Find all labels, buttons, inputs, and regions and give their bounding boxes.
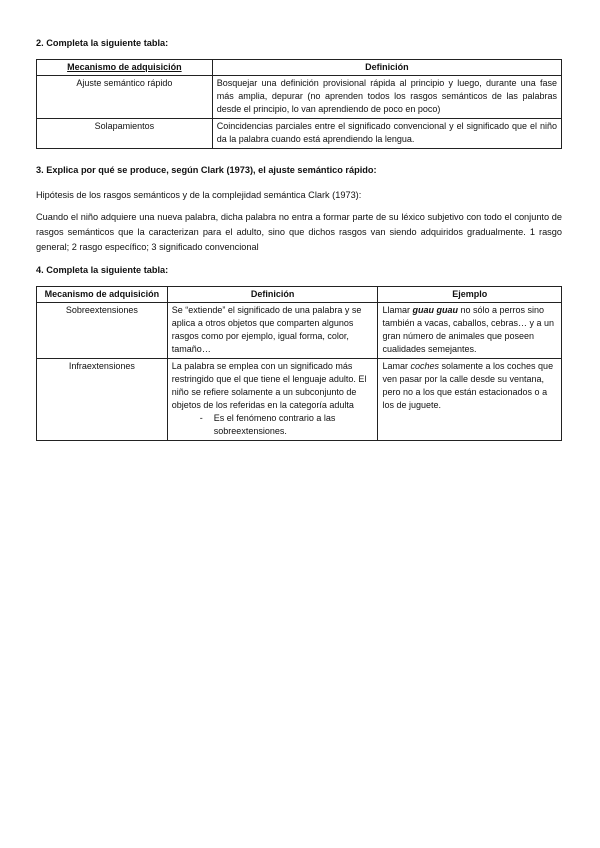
q4-header-definition: Definición	[167, 287, 378, 303]
q2-row1-definition: Bosquejar una definición provisional rápida al principio y luego, durante una fase más amplia, depurar (no aprenden todos los rasgos semánticos de las palabras desde el principio, lo van aprendiendo de poco en poco)	[212, 76, 561, 119]
q3-paragraph-1: Hipótesis de los rasgos semánticos y de la complejidad semántica Clark (1973):	[36, 190, 362, 200]
list-item: - Es el fenómeno contrario a las sobreextensiones.	[200, 412, 374, 438]
q3-heading: 3. Explica por qué se produce, según Clark (1973), el ajuste semántico rápido:	[36, 165, 377, 175]
q4-row2-definition: La palabra se emplea con un significado más restringido que el que tiene el lenguaje adulto. El niño se refiere solamente a un subconjunto de objetos de los referidas en la categoría adulta	[171, 361, 367, 410]
q2-row2-mechanism: Solapamientos	[37, 119, 213, 149]
q4-table	[36, 286, 562, 441]
q4-row2-example-emphasis: coches	[410, 361, 439, 371]
q3-paragraph-2: Cuando el niño adquiere una nueva palabra, dicha palabra no entra a formar parte de su léxico subjetivo con todo el conjunto de rasgos semánticos que la caracterizan para el adulto, sino que dichos rasgos van siendo adquiridos gradualmente. 1 rasgo general; 2 rasgo específico; 3 significado convencional	[36, 212, 562, 252]
q4-row2-example	[378, 359, 562, 441]
q4-row2-example-post: solamente a los coches que ven pasar por la calle desde su ventana, pero no a los que están estacionados o a los de juguete.	[382, 361, 554, 410]
table-row	[37, 303, 562, 359]
q4-header-mechanism: Mecanismo de adquisición	[37, 287, 168, 303]
q4-row1-example	[378, 303, 562, 359]
q2-row1-mechanism: Ajuste semántico rápido	[37, 76, 213, 119]
q4-row1-definition: Se “extiende” el significado de una palabra y se aplica a otros objetos que comparten algunos rasgos como por ejemplo, igual forma, color, tamaño…	[167, 303, 378, 359]
q4-row2-definition-cell	[167, 359, 378, 441]
table-row	[37, 76, 562, 119]
q4-row1-example-post: no sólo a perros sino también a vacas, caballos, cebras… y a un gran número de animales que poseen cualidades semejantes.	[382, 305, 555, 354]
q4-row1-example-pre: Llamar	[382, 305, 413, 315]
q4-row2-mechanism: Infraextensiones	[37, 359, 168, 441]
table-row	[37, 119, 562, 149]
q4-row1-mechanism: Sobreextensiones	[37, 303, 168, 359]
q4-row2-bullet-list	[172, 412, 374, 438]
q2-header-mechanism: Mecanismo de adquisición	[37, 60, 213, 76]
q4-header-example: Ejemplo	[378, 287, 562, 303]
q2-heading: 2. Completa la siguiente tabla:	[36, 38, 169, 48]
table-row	[37, 359, 562, 441]
q4-heading: 4. Completa la siguiente tabla:	[36, 265, 169, 275]
q4-table-header-row	[37, 287, 562, 303]
q2-row2-definition: Coincidencias parciales entre el significado convencional y el significado que el niño da la palabra cuando está aprendiendo la lengua.	[212, 119, 561, 149]
q2-table	[36, 59, 562, 149]
q2-header-definition: Definición	[212, 60, 561, 76]
q4-row2-example-pre: Lamar	[382, 361, 411, 371]
q2-table-header-row	[37, 60, 562, 76]
q4-row1-example-emphasis: guau guau	[412, 305, 458, 315]
